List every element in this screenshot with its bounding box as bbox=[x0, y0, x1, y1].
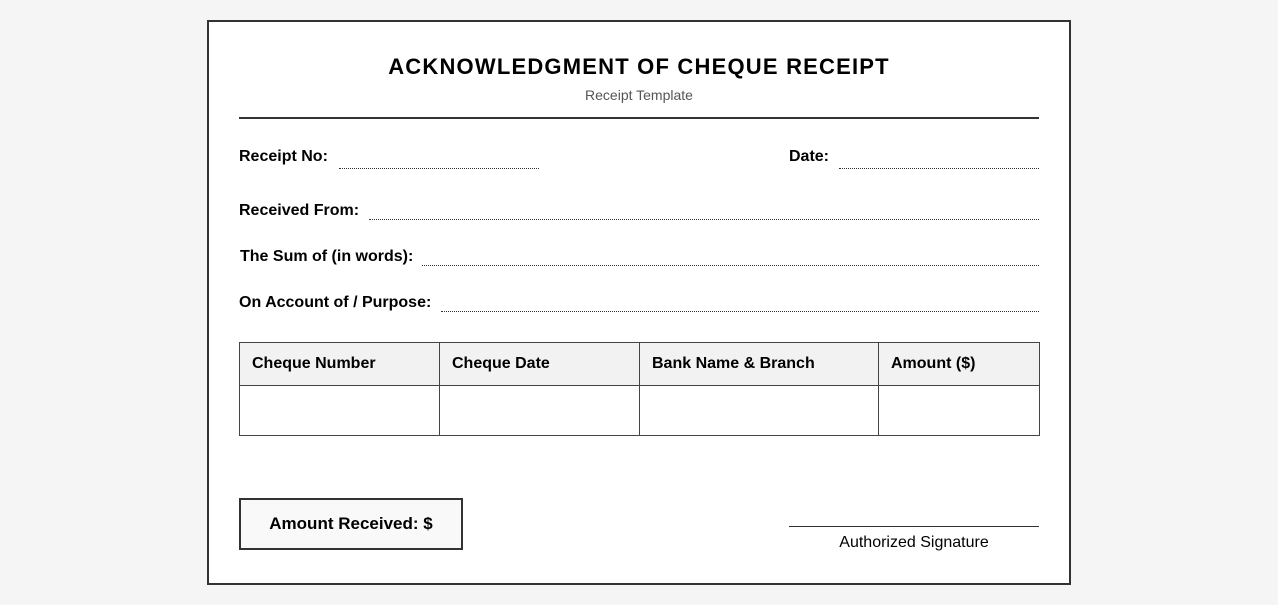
bank-name-branch-cell[interactable] bbox=[640, 386, 879, 436]
amount-received-box[interactable] bbox=[239, 498, 463, 550]
date-field[interactable] bbox=[839, 168, 1039, 169]
amount-header: Amount ($) bbox=[879, 343, 1040, 386]
received-from-label: Received From: bbox=[239, 202, 360, 219]
receipt-document bbox=[207, 20, 1071, 585]
signature-label: Authorized Signature bbox=[839, 534, 989, 551]
signature-line bbox=[789, 526, 1039, 527]
header-divider bbox=[239, 117, 1039, 119]
purpose-field[interactable] bbox=[441, 311, 1039, 312]
cheque-details-table bbox=[239, 342, 1040, 436]
date-label: Date: bbox=[789, 148, 830, 165]
document-title: ACKNOWLEDGMENT OF CHEQUE RECEIPT bbox=[388, 54, 890, 79]
table-header-row bbox=[240, 343, 1040, 386]
cheque-date-cell[interactable] bbox=[440, 386, 640, 436]
sum-in-words-label: The Sum of (in words): bbox=[240, 248, 414, 265]
cheque-number-cell[interactable] bbox=[240, 386, 440, 436]
amount-cell[interactable] bbox=[879, 386, 1040, 436]
receipt-no-label: Receipt No: bbox=[239, 148, 328, 165]
received-from-field[interactable] bbox=[369, 219, 1039, 220]
sum-in-words-field[interactable] bbox=[422, 265, 1039, 266]
table-row bbox=[240, 386, 1040, 436]
bank-name-branch-header: Bank Name & Branch bbox=[640, 343, 879, 386]
receipt-no-field[interactable] bbox=[339, 168, 539, 169]
amount-received-label: Amount Received: $ bbox=[269, 514, 433, 533]
purpose-label: On Account of / Purpose: bbox=[239, 294, 432, 311]
cheque-date-header: Cheque Date bbox=[440, 343, 640, 386]
document-subtitle: Receipt Template bbox=[585, 87, 693, 103]
cheque-number-header: Cheque Number bbox=[240, 343, 440, 386]
